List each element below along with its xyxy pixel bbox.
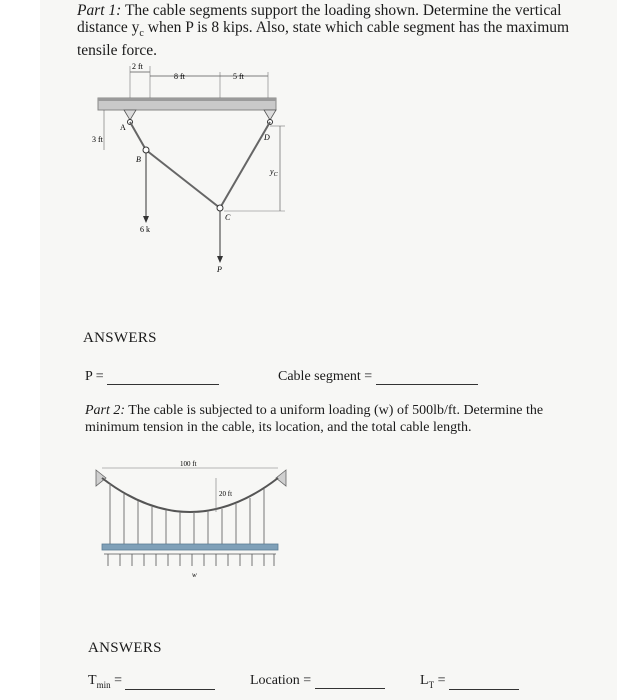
cable-segment-answer-label: Cable segment = [278,369,373,384]
load-w-label: w [192,571,197,579]
point-b-label: B [136,155,141,164]
load-p-label: P [217,265,222,274]
location-answer-row [250,673,385,689]
part1-problem-text [77,2,597,59]
load-6k-arrowhead [143,216,149,223]
hangers [110,484,264,544]
sag-label: 20 ft [219,490,233,498]
joint-b [143,147,149,153]
part2-cable-figure [88,456,303,581]
cable-segment-bc [146,150,220,208]
part1-answers-heading: ANSWERS [83,330,157,346]
part1-cable-figure [80,58,310,283]
lt-answer-field[interactable] [449,675,519,690]
part2-text: The cable is subjected to a uniform loading (w) of 500lb/ft. Determine the minimum tension in the cable, its location, and the total cable length. [85,403,544,435]
bridge-deck [102,544,278,550]
cable-segment-cd [220,122,270,208]
point-c-label: C [225,213,231,222]
part1-label: Part 1: [77,2,122,19]
span-label: 100 ft [180,460,197,468]
dim-3ft-label: 3 ft [92,135,103,144]
tmin-answer-row [88,673,215,690]
yc-label [269,167,279,178]
lt-answer-row [420,673,519,690]
point-a-label: A [120,123,126,132]
left-support [96,470,106,486]
cable-segment-ab [130,122,146,150]
tmin-subscript: min [96,679,111,690]
cable-segment-answer-row [278,369,478,385]
load-p-arrowhead [217,256,223,263]
yc-letter: y [270,167,274,176]
dim-5ft-label: 5 ft [233,72,244,81]
support-a [124,110,136,120]
tmin-answer-field[interactable] [125,675,215,690]
part2-answers-heading: ANSWERS [88,640,162,656]
p-answer-label: P = [85,369,104,384]
yc-subscript: C [273,172,278,178]
location-answer-field[interactable] [315,674,385,689]
dim-8ft-label: 8 ft [174,72,185,81]
part1-yc-subscript: c [139,28,144,40]
p-answer-field[interactable] [107,370,219,385]
location-answer-label: Location = [250,673,312,688]
part1-text: The cable segments support the loading shown. Determine the vertical distance y [77,2,562,36]
tmin-answer-label: $T_{min}$ = [88,673,122,690]
point-d-label: D [264,133,270,142]
load-6k-label: 6 k [140,225,150,234]
joint-c [217,205,223,211]
support-d [264,110,276,120]
ceiling-beam-edge [98,98,276,101]
cable-segment-answer-field[interactable] [376,370,478,385]
lt-answer-label: $L_T$ = [420,673,446,690]
part2-label: Part 2: [85,403,126,418]
distributed-load-arrows [108,554,274,566]
dim-2ft-label: 2 ft [132,62,143,71]
tmin-letter: T [88,673,97,688]
part1-text-end: when P is 8 kips. Also, state which cable segment has the maximum tensile force. [77,19,570,60]
lt-letter: L [420,673,429,688]
part2-problem-text [85,402,585,436]
parabolic-cable [102,478,278,512]
p-answer-row [85,369,219,385]
lt-subscript: T [428,679,435,690]
